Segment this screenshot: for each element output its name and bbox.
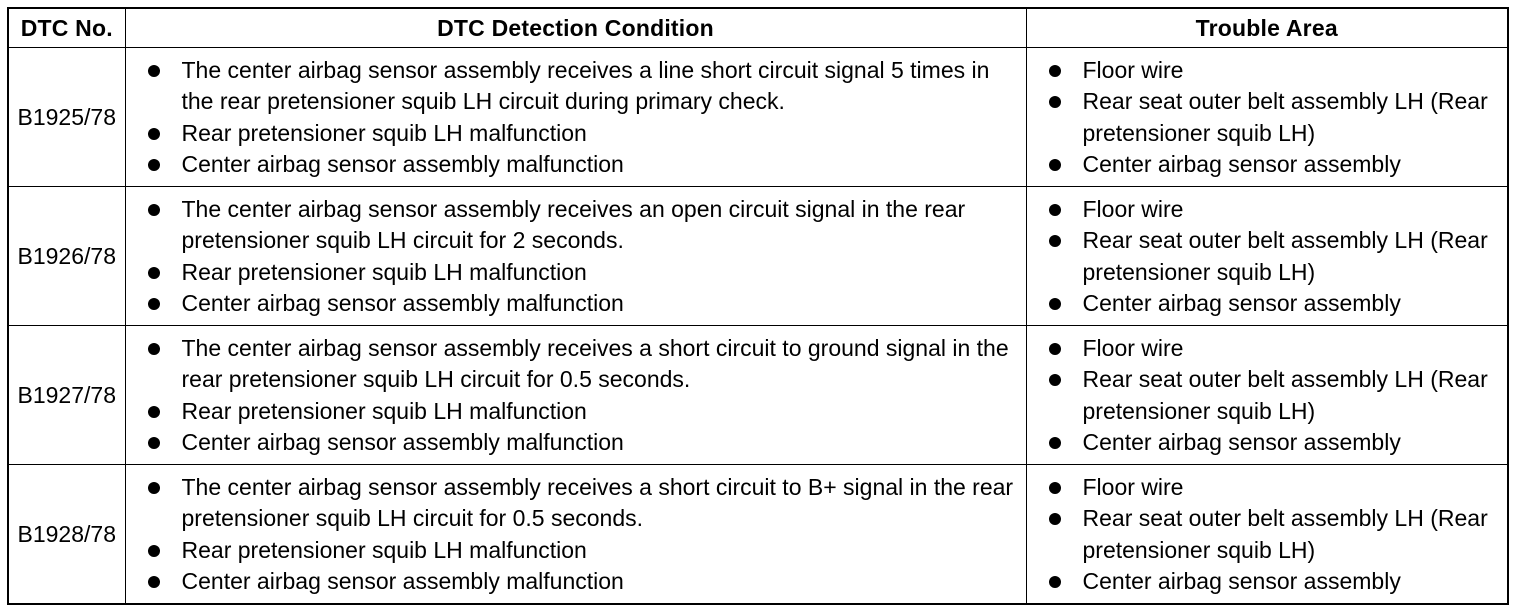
table-header-row [8,8,1508,48]
trouble-area-cell [1026,48,1508,187]
list-item [1027,503,1508,566]
list-item [126,118,1026,150]
condition-text: Rear pretensioner squib LH malfunction [181,258,587,285]
trouble-text: Floor wire [1082,56,1184,83]
bullet-icon [148,437,160,449]
bullet-icon [1049,576,1061,588]
bullet-icon [1049,374,1061,386]
condition-text: The center airbag sensor assembly receives an open circuit signal in the rear pretensioner squib LH circuit for 2 seconds. [181,195,966,253]
condition-text: Rear pretensioner squib LH malfunction [181,397,587,424]
list-item [126,396,1026,428]
trouble-area-cell [1026,187,1508,326]
detection-condition-cell [125,187,1026,326]
list-item [126,535,1026,567]
condition-text: Center airbag sensor assembly malfunction [181,568,624,594]
bullet-icon [148,343,160,355]
trouble-text: Center airbag sensor assembly [1082,151,1401,177]
condition-text: Center airbag sensor assembly malfunction [181,429,624,455]
list-item [126,566,1026,598]
bullet-icon [148,65,160,77]
table-row [8,465,1508,605]
list-item [126,149,1026,181]
bullet-icon [148,267,160,279]
bullet-icon [148,159,160,171]
bullet-icon [148,482,160,494]
condition-text: The center airbag sensor assembly receives a short circuit to B+ signal in the rear pretensioner squib LH circuit for 0.5 seconds. [181,473,1014,531]
header-trouble-area: Trouble Area [1026,8,1508,48]
list-item [126,257,1026,289]
detection-condition-cell [125,326,1026,465]
condition-text: Rear pretensioner squib LH malfunction [181,536,587,563]
dtc-code: B1927/78 [8,326,125,465]
list-item [1027,472,1508,504]
trouble-text: Rear seat outer belt assembly LH (Rear pretensioner squib LH) [1082,366,1488,424]
list-item [1027,427,1508,459]
table-row [8,187,1508,326]
trouble-text: Center airbag sensor assembly [1082,568,1401,594]
dtc-code: B1928/78 [8,465,125,605]
list-item [126,55,1026,118]
bullet-icon [148,204,160,216]
trouble-text: Floor wire [1082,334,1184,361]
list-item [1027,288,1508,320]
condition-text: The center airbag sensor assembly receives a short circuit to ground signal in the rear pretensioner squib LH circuit for 0.5 seconds. [181,334,1009,392]
bullet-icon [148,576,160,588]
bullet-icon [1049,235,1061,247]
header-dtc-no: DTC No. [8,8,125,48]
bullet-icon [1049,437,1061,449]
list-item [1027,225,1508,288]
list-item [126,333,1026,396]
condition-text: Center airbag sensor assembly malfunction [181,151,624,177]
trouble-text: Rear seat outer belt assembly LH (Rear pretensioner squib LH) [1082,88,1488,146]
list-item [1027,86,1508,149]
trouble-area-cell [1026,465,1508,605]
header-detection-condition: DTC Detection Condition [125,8,1026,48]
bullet-icon [148,128,160,140]
list-item [126,288,1026,320]
list-item [126,472,1026,535]
list-item [126,427,1026,459]
bullet-icon [1049,65,1061,77]
dtc-code: B1925/78 [8,48,125,187]
list-item [1027,194,1508,226]
trouble-text: Center airbag sensor assembly [1082,290,1401,316]
trouble-text: Floor wire [1082,473,1184,500]
dtc-table [7,7,1509,605]
list-item [1027,364,1508,427]
condition-text: Rear pretensioner squib LH malfunction [181,119,587,146]
dtc-code: B1926/78 [8,187,125,326]
trouble-text: Rear seat outer belt assembly LH (Rear pretensioner squib LH) [1082,505,1488,563]
trouble-text: Floor wire [1082,195,1184,222]
table-row [8,326,1508,465]
condition-text: Center airbag sensor assembly malfunction [181,290,624,316]
list-item [1027,566,1508,598]
list-item [126,194,1026,257]
detection-condition-cell [125,48,1026,187]
bullet-icon [1049,298,1061,310]
bullet-icon [1049,343,1061,355]
list-item [1027,149,1508,181]
list-item [1027,333,1508,365]
bullet-icon [1049,482,1061,494]
bullet-icon [148,545,160,557]
table-row [8,48,1508,187]
bullet-icon [1049,96,1061,108]
trouble-text: Rear seat outer belt assembly LH (Rear pretensioner squib LH) [1082,227,1488,285]
list-item [1027,55,1508,87]
bullet-icon [1049,204,1061,216]
trouble-area-cell [1026,326,1508,465]
bullet-icon [1049,159,1061,171]
bullet-icon [148,298,160,310]
bullet-icon [1049,513,1061,525]
detection-condition-cell [125,465,1026,605]
condition-text: The center airbag sensor assembly receives a line short circuit signal 5 times in the rear pretensioner squib LH circuit during primary check. [181,56,990,114]
trouble-text: Center airbag sensor assembly [1082,429,1401,455]
bullet-icon [148,406,160,418]
